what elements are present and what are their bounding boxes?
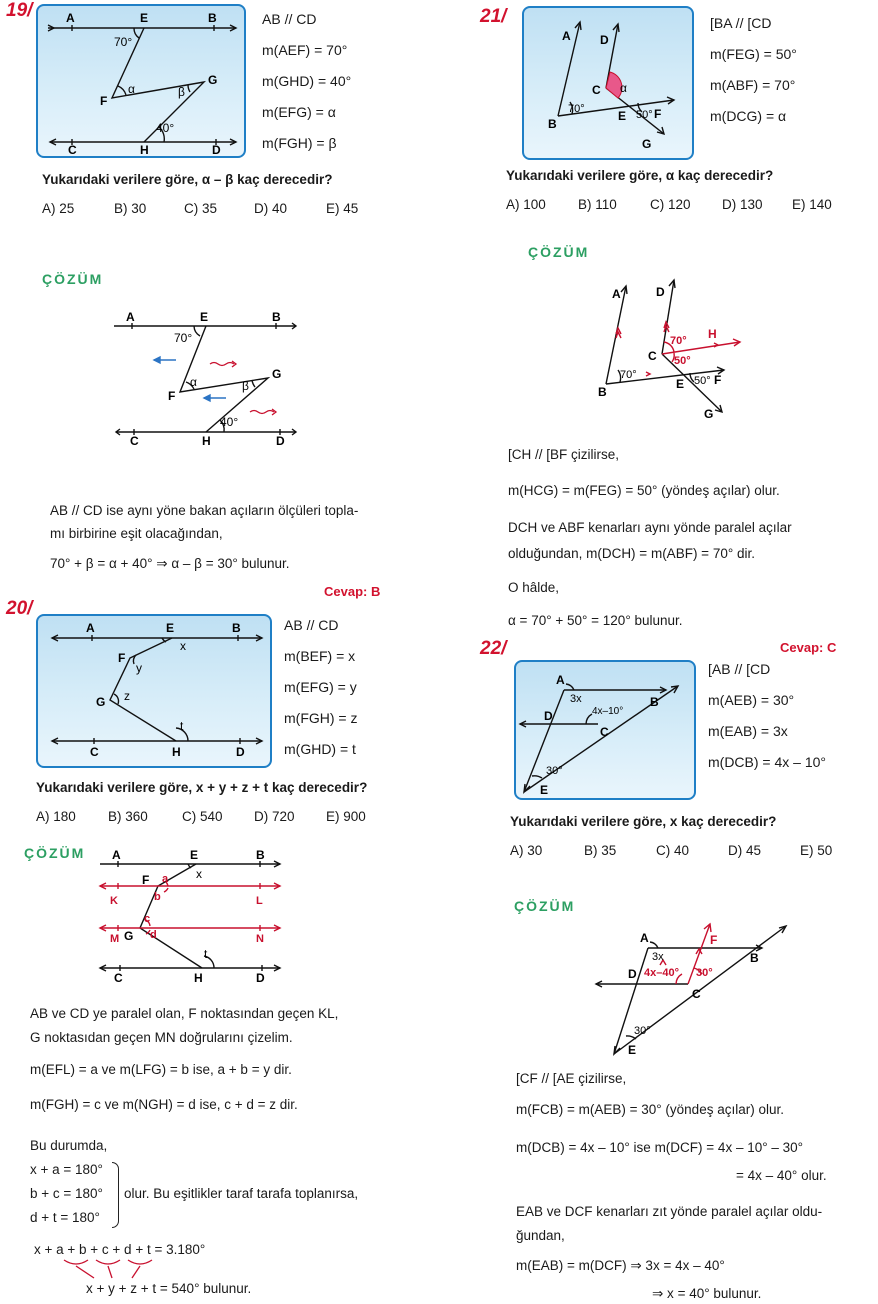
given-line: m(BEF) = x (284, 648, 356, 664)
fig21s-label-B: B (598, 385, 607, 399)
given-line: m(EFG) = y (284, 679, 357, 695)
fig22s-angle-3x: 3x (652, 951, 664, 963)
problem-20-solution-line-3: m(EFL) = a ve m(LFG) = b ise, a + b = y dir. (30, 1062, 292, 1077)
fig21s-label-H: H (708, 327, 717, 341)
problem-20-system-eq-2: b + c = 180° (30, 1186, 103, 1201)
problem-22-question: Yukarıdaki verilere göre, x kaç derecedir? (510, 814, 777, 829)
given-line: [AB // [CD (708, 661, 771, 677)
given-line: m(DCB) = 4x – 10° (708, 754, 827, 770)
fig21-label-G: G (642, 137, 652, 151)
fig20s-label-D: D (256, 971, 265, 985)
problem-21-solution-line-2: m(HCG) = m(FEG) = 50° (yöndeş açılar) olur. (508, 483, 780, 498)
fig19-angle-70: 70° (114, 35, 133, 49)
fig22s-label-F: F (710, 933, 718, 947)
option-d[interactable]: D) 40 (254, 201, 288, 216)
problem-21-answer: Cevap: C (780, 640, 837, 655)
fig21s-angle-70-black: 70° (620, 369, 637, 381)
problem-19-solution-line-3: 70° + β = α + 40° ⇒ α – β = 30° bulunur. (50, 556, 290, 571)
fig19-angle-40: 40° (156, 121, 175, 135)
problem-20-solution-line-7: x + a + b + c + d + t = 3.180° (34, 1242, 206, 1257)
problem-21-figure (524, 8, 692, 158)
problem-19-cozum-label: ÇÖZÜM (42, 271, 104, 287)
fig20s-label-K: K (110, 895, 118, 907)
fig21s-label-C: C (648, 349, 657, 363)
problem-21-solution-line-1: [CH // [BF çizilirse, (508, 447, 620, 462)
option-b[interactable]: B) 360 (108, 809, 148, 824)
fig20s-label-H: H (194, 971, 203, 985)
fig20s-angle-t: t (204, 947, 208, 961)
problem-20-given (284, 610, 358, 765)
given-line: m(AEF) = 70° (262, 42, 348, 58)
given-line: AB // CD (262, 11, 317, 27)
fig22-label-D: D (544, 709, 553, 723)
fig20-label-D: D (236, 745, 245, 759)
problem-22-figure (516, 662, 694, 798)
problem-20-system-eq-3: d + t = 180° (30, 1210, 100, 1225)
problem-20-number: 20/ (6, 598, 33, 619)
problem-20-solution-line-2: G noktasıdan geçen MN doğrularını çizelim. (30, 1030, 293, 1045)
fig22s-label-E: E (628, 1043, 637, 1057)
given-line: AB // CD (284, 617, 339, 633)
fig20-angle-t: t (180, 719, 184, 733)
problem-22-options (510, 843, 832, 858)
option-e[interactable]: E) 140 (792, 197, 832, 212)
fig20-label-C: C (90, 745, 99, 759)
option-b[interactable]: B) 30 (114, 201, 147, 216)
fig19-label-B: B (208, 11, 217, 25)
fig19s-angle-70: 70° (174, 331, 193, 345)
problem-22-cozum-label: ÇÖZÜM (514, 898, 576, 914)
fig22-label-C: C (600, 725, 609, 739)
option-d[interactable]: D) 720 (254, 809, 295, 824)
problem-20-solution-line-1: AB ve CD ye paralel olan, F noktasından geçen KL, (30, 1006, 339, 1021)
fig20s-label-F: F (142, 873, 150, 887)
fig19s-label-C: C (130, 434, 139, 448)
problem-22-solution-line-3: m(DCB) = 4x – 10° ise m(DCF) = 4x – 10° – 30° (516, 1140, 804, 1155)
fig19s-label-A: A (126, 310, 135, 324)
problem-22-number: 22/ (480, 638, 507, 659)
option-a[interactable]: A) 180 (36, 809, 76, 824)
problem-21-solution-line-3: DCH ve ABF kenarları aynı yönde paralel açılar (508, 520, 792, 535)
fig22-angle-3x: 3x (570, 693, 582, 705)
given-line: m(FEG) = 50° (710, 46, 797, 62)
fig21s-angle-50-red: 50° (674, 355, 691, 367)
option-a[interactable]: A) 25 (42, 201, 75, 216)
fig19-label-G: G (208, 73, 218, 87)
given-line: m(AEB) = 30° (708, 692, 795, 708)
option-e[interactable]: E) 50 (800, 843, 833, 858)
option-d[interactable]: D) 45 (728, 843, 762, 858)
problem-22-solution-line-7: m(EAB) = m(DCF) ⇒ 3x = 4x – 40° (516, 1258, 725, 1273)
fig20-label-G: G (96, 695, 106, 709)
fig21-angle-50: 50° (636, 109, 653, 121)
problem-21-solution-line-6: α = 70° + 50° = 120° bulunur. (508, 613, 683, 628)
fig21-label-E: E (618, 109, 627, 123)
problem-20-figure (38, 616, 270, 766)
problem-20-solution-line-6: olur. Bu eşitlikler taraf tarafa toplanırsa, (124, 1186, 359, 1201)
fig20s-angle-a: a (162, 873, 169, 885)
fig19-label-E: E (140, 11, 149, 25)
problem-22-solution-line-5: EAB ve DCF kenarları zıt yönde paralel açılar oldu- (516, 1204, 823, 1219)
fig19s-label-G: G (272, 367, 282, 381)
fig19-label-A: A (66, 11, 75, 25)
problem-21-question: Yukarıdaki verilere göre, α kaç derecedir? (506, 168, 774, 183)
fig20-label-F: F (118, 651, 126, 665)
problem-22-figure-box (514, 660, 696, 800)
given-line: m(DCG) = α (710, 108, 787, 124)
fig21s-label-A: A (612, 287, 621, 301)
problem-21-given (710, 8, 797, 132)
option-c[interactable]: C) 35 (184, 201, 218, 216)
problem-22-solution-figure (592, 918, 802, 1062)
fig20s-label-L: L (256, 895, 263, 907)
problem-20-solution-line-4: m(FGH) = c ve m(NGH) = d ise, c + d = z dir. (30, 1097, 298, 1112)
problem-20-brace (112, 1162, 119, 1228)
problem-21-options (506, 197, 832, 212)
option-b[interactable]: B) 35 (584, 843, 617, 858)
problem-22-solution-line-4: = 4x – 40° olur. (736, 1168, 827, 1183)
fig19-label-D: D (212, 143, 221, 156)
problem-20-solution-line-8: x + y + z + t = 540° bulunur. (86, 1281, 252, 1296)
fig21s-label-D: D (656, 285, 665, 299)
fig19s-label-H: H (202, 434, 211, 448)
fig19-angle-alpha: α (128, 82, 135, 96)
fig21-label-F: F (654, 107, 662, 121)
fig21s-label-E: E (676, 377, 685, 391)
fig19-angle-beta: β (178, 85, 185, 99)
fig22s-angle-30-red: 30° (696, 967, 713, 979)
given-line: [BA // [CD (710, 15, 772, 31)
problem-21-solution-line-4: olduğundan, m(DCH) = m(ABF) = 70° dir. (508, 546, 755, 561)
fig22s-label-A: A (640, 931, 649, 945)
fig20-label-H: H (172, 745, 181, 759)
problem-22-solution-line-2: m(FCB) = m(AEB) = 30° (yöndeş açılar) olur. (516, 1102, 784, 1117)
given-line: m(EFG) = α (262, 104, 336, 120)
fig20s-angle-c: c (144, 913, 151, 925)
problem-19-figure (38, 6, 244, 156)
option-c[interactable]: C) 540 (182, 809, 223, 824)
given-line: m(EAB) = 3x (708, 723, 788, 739)
fig19-label-F: F (100, 94, 108, 108)
fig21s-label-F: F (714, 373, 722, 387)
fig19s-angle-alpha: α (190, 375, 197, 389)
problem-21-number: 21/ (480, 6, 507, 27)
fig20s-label-A: A (112, 848, 121, 862)
fig20-angle-x: x (180, 639, 186, 653)
problem-19-solution-line-1: AB // CD ise aynı yöne bakan açıların ölçüleri topla- (50, 503, 359, 518)
fig22s-angle-4x-40: 4x–40° (644, 967, 679, 979)
fig22s-angle-30: 30° (634, 1025, 651, 1037)
problem-19-options (42, 201, 358, 216)
problem-22-solution-line-8: ⇒ x = 40° bulunur. (652, 1286, 762, 1301)
option-e[interactable]: E) 45 (326, 201, 359, 216)
problem-20-figure-box (36, 614, 272, 768)
problem-19-given (262, 4, 351, 159)
option-a[interactable]: A) 30 (510, 843, 543, 858)
problem-21-cozum-label: ÇÖZÜM (528, 244, 590, 260)
fig21s-angle-50: 50° (694, 375, 711, 387)
fig20s-angle-x: x (196, 867, 202, 881)
fig20-label-A: A (86, 621, 95, 635)
option-e[interactable]: E) 900 (326, 809, 366, 824)
fig20-angle-y: y (136, 661, 142, 675)
problem-19-number: 19/ (6, 0, 33, 21)
fig21-angle-70: 70° (568, 103, 585, 115)
fig20-label-E: E (166, 621, 175, 635)
fig20s-label-M: M (110, 933, 120, 945)
fig21s-angle-70: 70° (670, 335, 687, 347)
fig19s-label-B: B (272, 310, 281, 324)
fig20s-label-C: C (114, 971, 123, 985)
option-c[interactable]: C) 120 (650, 197, 691, 212)
problem-21-solution-figure (590, 272, 750, 422)
fig20s-label-E: E (190, 848, 199, 862)
option-b[interactable]: B) 110 (578, 197, 617, 212)
problem-19-question: Yukarıdaki verilere göre, α – β kaç derecedir? (42, 172, 333, 187)
fig20s-label-B: B (256, 848, 265, 862)
option-a[interactable]: A) 100 (506, 197, 546, 212)
given-line: m(GHD) = t (284, 741, 356, 757)
problem-20-solution-line-5: Bu durumda, (30, 1138, 108, 1153)
given-line: m(FGH) = z (284, 710, 358, 726)
fig20s-angle-d: d (150, 929, 157, 941)
problem-22-given (708, 654, 826, 778)
given-line: m(GHD) = 40° (262, 73, 352, 89)
option-d[interactable]: D) 130 (722, 197, 763, 212)
fig22-angle-30: 30° (546, 765, 563, 777)
fig22-label-B: B (650, 695, 659, 709)
problem-21-figure-box (522, 6, 694, 160)
problem-22-solution-line-1: [CF // [AE çizilirse, (516, 1071, 627, 1086)
fig20s-label-G: G (124, 929, 134, 943)
problem-21-solution-line-5: O hâlde, (508, 580, 560, 595)
fig21-label-B: B (548, 117, 557, 131)
fig21-label-C: C (592, 83, 601, 97)
fig19s-label-E: E (200, 310, 209, 324)
given-line: m(ABF) = 70° (710, 77, 796, 93)
problem-20-solution-figure (96, 848, 286, 988)
fig22s-label-B: B (750, 951, 759, 965)
problem-22-solution-line-6: ğundan, (516, 1228, 565, 1243)
fig19s-angle-beta: β (242, 379, 249, 393)
fig19s-label-F: F (168, 389, 176, 403)
fig21-label-D: D (600, 33, 609, 47)
problem-20-options (36, 809, 366, 824)
fig19s-angle-40: 40° (220, 415, 239, 429)
fig19-label-C: C (68, 143, 77, 156)
option-c[interactable]: C) 40 (656, 843, 690, 858)
problem-20-question: Yukarıdaki verilere göre, x + y + z + t kaç derecedir? (36, 780, 368, 795)
fig20s-label-N: N (256, 933, 264, 945)
fig22-angle-4x-10: 4x–10° (592, 706, 624, 717)
fig21s-label-G: G (704, 407, 714, 421)
fig20s-angle-b: b (154, 891, 161, 903)
fig21-label-A: A (562, 29, 571, 43)
problem-19-figure-box (36, 4, 246, 158)
fig19s-label-D: D (276, 434, 285, 448)
problem-20-system-eq-1: x + a = 180° (30, 1162, 103, 1177)
fig22-label-E: E (540, 783, 549, 797)
problem-19-solution-figure (110, 308, 310, 453)
given-line: m(FGH) = β (262, 135, 337, 151)
fig22s-label-C: C (692, 987, 701, 1001)
problem-19-solution-line-2: mı birbirine eşit olacağından, (50, 526, 223, 541)
fig20-angle-z: z (124, 689, 130, 703)
fig22s-label-D: D (628, 967, 637, 981)
problem-19-answer: Cevap: B (324, 584, 381, 599)
fig20-label-B: B (232, 621, 241, 635)
problem-20-cozum-label: ÇÖZÜM (24, 845, 86, 861)
fig22-label-A: A (556, 673, 565, 687)
fig19-label-H: H (140, 143, 149, 156)
fig21-angle-alpha: α (620, 81, 627, 95)
